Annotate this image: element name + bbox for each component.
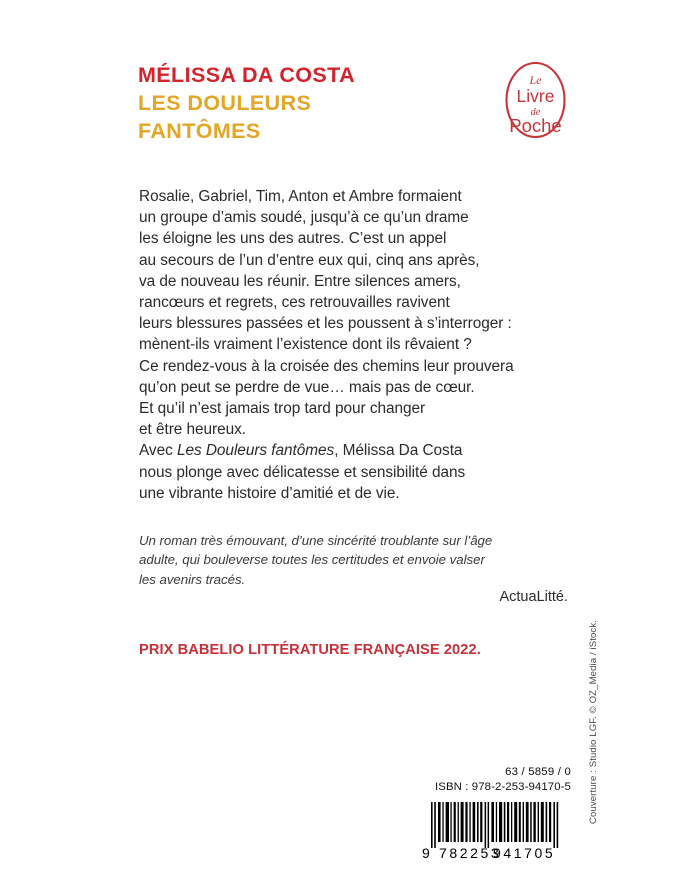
blurb-line: qu’on peut se perdre de vue… mais pas de cœur. — [139, 378, 475, 396]
barcode-digit-group-mid: 782253 — [439, 845, 502, 861]
quote-line: Un roman très émouvant, d’une sincérité troublante sur l’âge — [139, 533, 493, 548]
blurb-line: leurs blessures passées et les poussent à s’interroger : — [139, 315, 512, 333]
blurb-final-line-3: une vibrante histoire d’amitié et de vie. — [139, 484, 400, 502]
blurb-final-line-2: nous plonge avec délicatesse et sensibilité dans — [139, 463, 466, 481]
blurb-line: Et qu’il n’est jamais trop tard pour changer — [139, 400, 426, 418]
barcode-digit-group-right: 941705 — [493, 845, 556, 861]
blurb-line: va de nouveau les réunir. Entre silences amers, — [139, 272, 461, 290]
le-livre-de-poche-logo — [504, 60, 567, 140]
book-title-line-1: LES DOULEURS — [138, 90, 312, 115]
isbn-block — [416, 765, 571, 795]
prize-line: PRIX BABELIO LITTÉRATURE FRANÇAISE 2022. — [139, 642, 481, 658]
quote-line: adulte, qui bouleverse toutes les certitudes et envoie valser — [139, 552, 485, 568]
book-title — [138, 90, 558, 146]
cover-credit: Couverture : Studio LGF. © OZ_Media / iStock. — [588, 620, 599, 825]
logo-line-de: de — [530, 107, 541, 118]
blurb-line: les éloigne les uns des autres. C’est un appel — [139, 230, 447, 248]
blurb-text — [139, 186, 559, 504]
logo-line-livre: Livre — [516, 86, 555, 106]
quote-line: les avenirs tracés. — [139, 571, 246, 587]
blurb-line: Rosalie, Gabriel, Tim, Anton et Ambre formaient — [139, 188, 462, 205]
press-quote-source: ActuaLitté. — [499, 589, 568, 605]
blurb-line: Ce rendez-vous à la croisée des chemins leur prouvera — [139, 357, 514, 375]
blurb-final-prefix: Avec — [139, 442, 177, 460]
isbn-number: ISBN : 978-2-253-94170-5 — [434, 781, 571, 793]
blurb-line: rancœurs et regrets, ces retrouvailles ravivent — [139, 294, 450, 312]
blurb-final-suffix: , Mélissa Da Costa — [334, 442, 463, 460]
blurb-line: et être heureux. — [139, 421, 247, 439]
logo-line-poche: Poche — [509, 115, 562, 136]
cover-header — [138, 62, 558, 146]
barcode-digit-group-left: 9 — [422, 845, 430, 861]
logo-line-le: Le — [529, 73, 542, 87]
blurb-final-line-1 — [139, 440, 559, 461]
blurb-line: un groupe d’amis soudé, jusqu’à ce qu’un drame — [139, 209, 469, 227]
press-quote — [139, 531, 559, 589]
author-name: MÉLISSA DA COSTA — [138, 63, 356, 87]
blurb-line: mènent-ils vraiment l’existence dont ils rêvaient ? — [139, 336, 472, 354]
book-title-line-2: FANTÔMES — [138, 118, 261, 143]
blurb-referenced-title: Les Douleurs fantômes — [176, 442, 335, 460]
ean13-barcode — [414, 800, 574, 862]
internal-code: 63 / 5859 / 0 — [505, 766, 571, 778]
blurb-line: au secours de l’un d’entre eux qui, cinq ans après, — [139, 251, 480, 269]
